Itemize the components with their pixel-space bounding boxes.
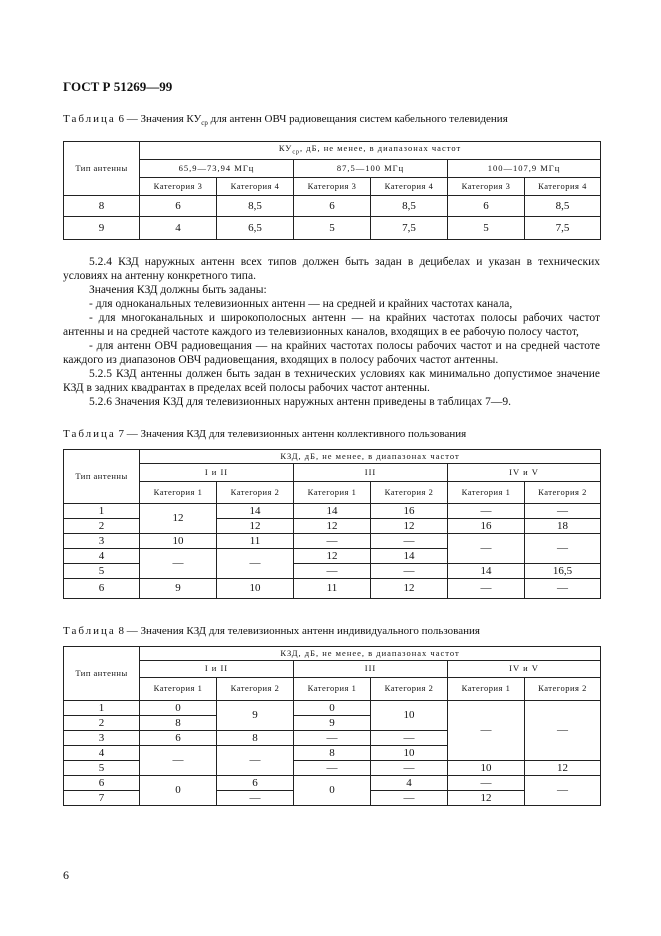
value-cell: 5 <box>448 217 525 240</box>
antenna-type-cell: 3 <box>64 731 140 746</box>
value-cell: — <box>294 761 371 776</box>
value-cell: 10 <box>217 579 294 599</box>
category-header: Категория 3 <box>140 178 217 196</box>
value-cell: 8 <box>140 716 217 731</box>
table-row <box>64 579 601 599</box>
col-header-type: Тип антенны <box>64 647 140 701</box>
value-cell: 14 <box>217 504 294 519</box>
table8-caption <box>63 625 480 637</box>
caption-label: Таблица <box>63 428 116 440</box>
antenna-type-cell: 4 <box>64 746 140 761</box>
band-header: I и II <box>140 661 294 678</box>
table-title-cell: КЗД, дБ, не менее, в диапазонах частот <box>140 647 601 661</box>
category-header: Категория 2 <box>371 678 448 701</box>
value-cell: 7,5 <box>525 217 601 240</box>
table-6 <box>63 141 601 240</box>
value-cell: — <box>525 776 601 806</box>
value-cell: 18 <box>525 519 601 534</box>
paragraph: - для многоканальных и широкополосных антенн — на крайних частотах полосы рабочих частот антенны и на средней частоте каждого из телевизионных каналов, входящих в ее рабочую полосу частот, <box>63 312 600 338</box>
value-cell: 14 <box>448 564 525 579</box>
value-cell: — <box>525 579 601 599</box>
table-7 <box>63 449 601 599</box>
paragraph: 5.2.4 КЗД наружных антенн всех типов должен быть задан в децибелах и указан в технических условиях на антенну конкретного типа. <box>63 256 600 282</box>
value-cell: 4 <box>371 776 448 791</box>
value-cell: — <box>217 791 294 806</box>
band-header: 65,9—73,94 МГц <box>140 160 294 178</box>
table-title-cell: $КУ_{ср}$, дБ, не менее, в диапазонах частот <box>140 142 601 160</box>
value-cell: 10 <box>371 701 448 731</box>
value-cell: 10 <box>448 761 525 776</box>
value-cell: 9 <box>140 579 217 599</box>
antenna-type-cell: 2 <box>64 716 140 731</box>
paragraph: - для одноканальных телевизионных антенн — на средней и крайних частотах канала, <box>89 298 513 310</box>
value-cell: 6 <box>217 776 294 791</box>
value-cell: 14 <box>371 549 448 564</box>
table-row <box>64 701 601 716</box>
antenna-type-cell: 4 <box>64 549 140 564</box>
antenna-type-cell: 1 <box>64 504 140 519</box>
antenna-type-cell: 5 <box>64 761 140 776</box>
category-header: Категория 2 <box>217 678 294 701</box>
col-header-type: Тип антенны <box>64 450 140 504</box>
table6-caption <box>63 113 508 127</box>
value-cell: 11 <box>294 579 371 599</box>
caption-subscript: ср <box>201 119 208 128</box>
value-cell: — <box>294 731 371 746</box>
category-header: Категория 1 <box>448 482 525 504</box>
value-cell: 10 <box>371 746 448 761</box>
value-cell: 9 <box>294 716 371 731</box>
band-header: III <box>294 464 448 482</box>
table-row <box>64 534 601 549</box>
category-header: Категория 2 <box>217 482 294 504</box>
antenna-type-cell: 1 <box>64 701 140 716</box>
band-header: III <box>294 661 448 678</box>
antenna-type-cell: 8 <box>64 196 140 217</box>
value-cell: 6 <box>140 196 217 217</box>
value-cell: 0 <box>140 776 217 806</box>
table-row <box>64 776 601 791</box>
antenna-type-cell: 6 <box>64 776 140 791</box>
value-cell: 11 <box>217 534 294 549</box>
antenna-type-cell: 5 <box>64 564 140 579</box>
category-header: Категория 1 <box>294 482 371 504</box>
value-cell: — <box>140 746 217 776</box>
value-cell: 7,5 <box>371 217 448 240</box>
table-row <box>64 196 601 217</box>
value-cell: 8,5 <box>217 196 294 217</box>
page-number: 6 <box>63 868 69 882</box>
document-header: ГОСТ Р 51269—99 <box>63 79 173 94</box>
table-row <box>64 217 601 240</box>
value-cell: — <box>217 549 294 579</box>
value-cell: — <box>294 564 371 579</box>
value-cell: 8 <box>217 731 294 746</box>
value-cell: 12 <box>448 791 525 806</box>
table-row <box>64 504 601 519</box>
value-cell: 12 <box>294 549 371 564</box>
category-header: Категория 3 <box>294 178 371 196</box>
value-cell: 12 <box>294 519 371 534</box>
antenna-type-cell: 2 <box>64 519 140 534</box>
value-cell: — <box>217 746 294 776</box>
value-cell: 12 <box>371 579 448 599</box>
table-title-cell: КЗД, дБ, не менее, в диапазонах частот <box>140 450 601 464</box>
value-cell: 16,5 <box>525 564 601 579</box>
table-8 <box>63 646 601 806</box>
table7-caption <box>63 428 466 440</box>
value-cell: 12 <box>525 761 601 776</box>
value-cell: 12 <box>371 519 448 534</box>
value-cell: 9 <box>217 701 294 731</box>
value-cell: — <box>371 761 448 776</box>
value-cell: 0 <box>140 701 217 716</box>
caption-label: Таблица <box>63 625 116 637</box>
caption-number: 7 <box>118 428 125 440</box>
category-header: Категория 4 <box>217 178 294 196</box>
category-header: Категория 4 <box>371 178 448 196</box>
value-cell: — <box>525 504 601 519</box>
category-header: Категория 2 <box>525 678 601 701</box>
value-cell: 6,5 <box>217 217 294 240</box>
band-header: 87,5—100 МГц <box>294 160 448 178</box>
paragraph: - для антенн ОВЧ радиовещания — на крайних частотах полосы рабочих частот и на средней частоте каждого из диапазонов ОВЧ радиовещания, входящих в полосу рабочих частот антенны. <box>63 340 600 366</box>
value-cell: 8,5 <box>525 196 601 217</box>
value-cell: 5 <box>294 217 371 240</box>
value-cell: — <box>371 791 448 806</box>
value-cell: 8 <box>294 746 371 761</box>
value-cell: — <box>448 701 525 761</box>
paragraph: 5.2.6 Значения КЗД для телевизионных наружных антенн приведены в таблицах 7—9. <box>89 396 512 408</box>
value-cell: — <box>294 534 371 549</box>
value-cell: 10 <box>140 534 217 549</box>
value-cell: 6 <box>140 731 217 746</box>
category-header: Категория 1 <box>140 482 217 504</box>
antenna-type-cell: 9 <box>64 217 140 240</box>
value-cell: — <box>448 579 525 599</box>
band-header: I и II <box>140 464 294 482</box>
value-cell: — <box>371 534 448 549</box>
caption-label: Таблица <box>63 113 116 125</box>
value-cell: 12 <box>140 504 217 534</box>
value-cell: 6 <box>448 196 525 217</box>
category-header: Категория 4 <box>525 178 601 196</box>
value-cell: — <box>371 731 448 746</box>
value-cell: 8,5 <box>371 196 448 217</box>
value-cell: — <box>371 564 448 579</box>
antenna-type-cell: 7 <box>64 791 140 806</box>
value-cell: 0 <box>294 776 371 806</box>
antenna-type-cell: 3 <box>64 534 140 549</box>
col-header-type: Тип антенны <box>64 142 140 196</box>
category-header: Категория 1 <box>140 678 217 701</box>
band-header: IV и V <box>448 464 601 482</box>
caption-number: 8 <box>118 625 125 637</box>
value-cell: 16 <box>448 519 525 534</box>
value-cell: — <box>448 534 525 564</box>
category-header: Категория 2 <box>371 482 448 504</box>
caption-rest: для антенн ОВЧ радиовещания систем кабельного телевидения <box>207 113 508 125</box>
caption-text: — Значения КУ <box>126 113 202 125</box>
caption-text: — Значения КЗД для телевизионных антенн коллективного пользования <box>126 428 467 440</box>
category-header: Категория 3 <box>448 178 525 196</box>
value-cell: 12 <box>217 519 294 534</box>
value-cell: — <box>140 549 217 579</box>
caption-number: 6 <box>118 113 125 125</box>
paragraph: Значения КЗД должны быть заданы: <box>89 284 267 296</box>
category-header: Категория 2 <box>525 482 601 504</box>
antenna-type-cell: 6 <box>64 579 140 599</box>
value-cell: 6 <box>294 196 371 217</box>
band-header: 100—107,9 МГц <box>448 160 601 178</box>
value-cell: — <box>525 534 601 564</box>
category-header: Категория 1 <box>294 678 371 701</box>
category-header: Категория 1 <box>448 678 525 701</box>
value-cell: — <box>448 504 525 519</box>
paragraph: 5.2.5 КЗД антенны должен быть задан в технических условиях как минимально допустимое значение КЗД в задних квадрантах в пределах всей полосы рабочих частот антенны. <box>63 368 600 394</box>
value-cell: 0 <box>294 701 371 716</box>
caption-text: — Значения КЗД для телевизионных антенн индивидуального пользования <box>126 625 480 637</box>
value-cell: 4 <box>140 217 217 240</box>
body-text <box>63 255 600 409</box>
value-cell: — <box>525 701 601 761</box>
value-cell: 14 <box>294 504 371 519</box>
band-header: IV и V <box>448 661 601 678</box>
value-cell: — <box>448 776 525 791</box>
value-cell: 16 <box>371 504 448 519</box>
